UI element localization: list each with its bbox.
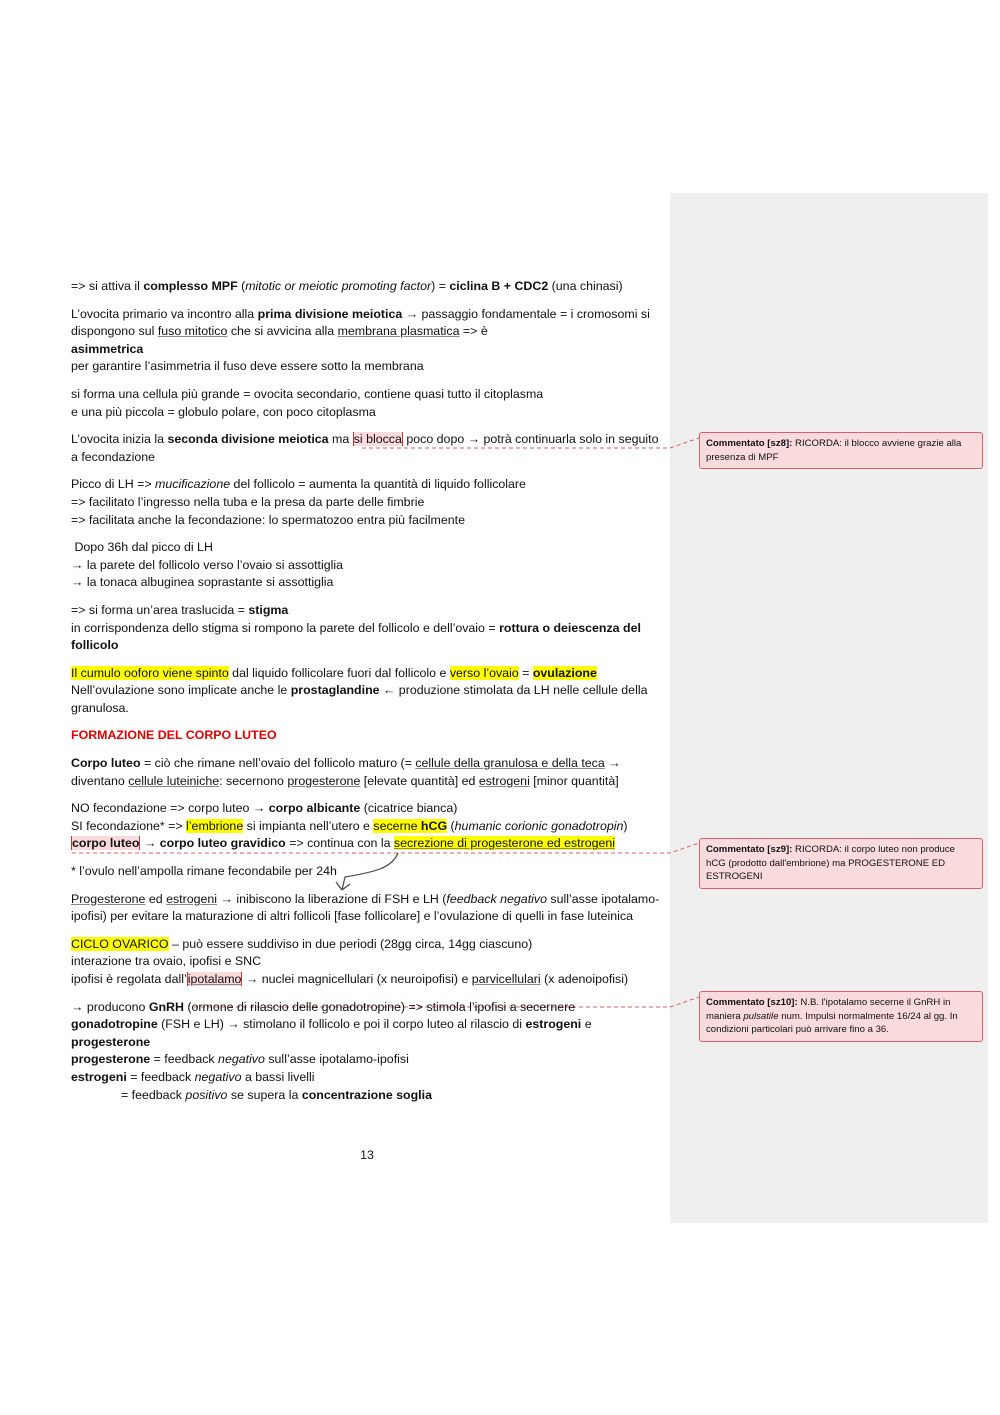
term-rottura: rottura o deiescenza del follicolo (71, 620, 641, 653)
text: = ciò che rimane nell’ovaio del follicolo maturo (= (140, 756, 416, 771)
text: : secernono (219, 773, 288, 788)
text: (ormone di rilascio delle gonadotropine) => stimola l’ipofisi a secernere (183, 999, 576, 1014)
text: => si forma un’area traslucida = (71, 602, 249, 617)
comment-text: RICORDA: il blocco avviene grazie alla presenza di MPF (706, 438, 962, 463)
term-progesterone: progesterone (71, 1052, 151, 1067)
text: dal liquido follicolare fuori dal follicolo e (228, 665, 450, 680)
text-italic: mitotic or meiotic promoting factor (245, 279, 432, 293)
term-hcg: hCG (420, 818, 448, 833)
term-ovulazione: ovulazione (532, 665, 597, 680)
text: [elevate quantità] ed (360, 773, 479, 788)
text-underlined: parvicellulari (471, 972, 541, 986)
text: interazione tra ovaio, ipofisi e SNC (71, 954, 262, 969)
text: in corrispondenza dello stigma si rompono la parete del follicolo e dell’ovaio = (71, 620, 500, 635)
term-corpo-albicante: corpo albicante (268, 801, 361, 816)
term-seconda-divisione: seconda divisione meiotica (167, 432, 329, 447)
text-underlined: fuso mitotico (157, 324, 228, 339)
comment-sz10[interactable] (699, 991, 983, 1042)
text-underlined: membrana plasmatica (337, 324, 460, 339)
indented-line (71, 1088, 432, 1102)
text: Picco di LH => (71, 477, 156, 492)
comment-margin-pane (670, 193, 988, 1223)
comment-label: Commentato [sz8]: (706, 438, 793, 449)
paragraph-feedback (71, 891, 661, 926)
paragraph-picco-lh (71, 476, 661, 529)
comment-anchor-sz9[interactable]: corpo luteo (72, 836, 140, 851)
text-italic: positivo (185, 1087, 228, 1102)
comment-anchor-sz8[interactable]: si blocca (353, 432, 402, 447)
text: => facilitata anche la fecondazione: lo spermatozoo entra più facilmente (71, 512, 465, 527)
text: ( (447, 818, 455, 833)
term-ciclina: ciclina B + CDC2 (449, 279, 549, 293)
term-corpo-luteo-gravidico: corpo luteo gravidico (159, 836, 286, 851)
text-highlighted: secrezione di progesterone ed estrogeni (393, 836, 616, 851)
text: se supera la (227, 1087, 302, 1102)
text-highlighted: Il cumulo ooforo viene spinto (71, 665, 229, 680)
page-number: 13 (360, 1148, 374, 1162)
text: [minor quantità] (529, 773, 619, 788)
comment-text: num. Impulsi normalmente 16/24 al gg. In condizioni particolari può arrivare fino a 36. (706, 1010, 958, 1035)
text-highlighted: secerne (373, 818, 421, 833)
paragraph-corpo-luteo (71, 755, 661, 790)
text: => è (459, 324, 488, 339)
term-complesso-mpf: complesso MPF (143, 279, 238, 293)
text: SI fecondazione* => (71, 818, 187, 833)
term-estrogeni: estrogeni (71, 1069, 127, 1084)
comment-text: N.B. l'ipotalamo secerne il GnRH in maniera (706, 997, 951, 1022)
text: → la tonaca albuginea soprastante si assottiglia (71, 575, 334, 590)
text-highlighted: CICLO OVARICO (71, 936, 169, 951)
text: → nuclei magnicellulari (x neuroipofisi) e (242, 972, 472, 986)
text: che si avvicina alla (227, 324, 338, 339)
text-underlined: estrogeni (478, 773, 530, 788)
text: (x adenoipofisi) (540, 972, 629, 986)
term-prostaglandine: prostaglandine (290, 683, 380, 698)
paragraph-seconda-divisione (71, 431, 661, 466)
term-corpo-luteo: Corpo luteo (71, 756, 141, 771)
text: Nell’ovulazione sono implicate anche le (71, 683, 291, 698)
text-italic: negativo (218, 1052, 265, 1067)
text: – può essere suddiviso in due periodi (28gg circa, 14gg ciascuno) (168, 936, 533, 951)
paragraph-ovulazione (71, 665, 661, 718)
document-body (71, 278, 661, 1114)
comment-sz9[interactable] (699, 838, 983, 889)
term-prima-divisione: prima divisione meiotica (257, 306, 403, 321)
paragraph-stigma (71, 602, 661, 655)
text: L’ovocita primario va incontro alla (71, 306, 258, 321)
text: (una chinasi) (548, 279, 623, 293)
text: = feedback (150, 1052, 219, 1067)
term-stigma: stigma (248, 602, 289, 617)
paragraph-gnrh (71, 999, 661, 1105)
text: ed (145, 891, 167, 906)
paragraph-prima-divisione (71, 306, 661, 376)
comment-label: Commentato [sz10]: (706, 997, 798, 1008)
text: ( (237, 279, 246, 293)
text: a bassi livelli (241, 1069, 315, 1084)
section-heading: FORMAZIONE DEL CORPO LUTEO (71, 728, 277, 743)
comment-sz8[interactable] (699, 432, 983, 469)
term-progesterone: progesterone (71, 1034, 151, 1049)
text-underlined: Progesterone (71, 891, 146, 906)
paragraph-mpf (71, 278, 661, 296)
text: → producono (71, 999, 149, 1014)
text: (FSH e LH) → stimolano il follicolo e poi il corpo luteo al rilascio di (157, 1017, 526, 1032)
text: e (581, 1017, 592, 1032)
text: L’ovocita inizia la (71, 432, 168, 447)
paragraph-dopo-36h (71, 539, 661, 592)
comment-anchor-sz10[interactable]: ipotalamo (187, 972, 242, 986)
text-italic: negativo (194, 1069, 242, 1084)
text-italic: feedback negativo (446, 891, 547, 906)
text: poco dopo → potrà continuarla solo in seguito a fecondazione (71, 432, 659, 464)
text: => continua con la (285, 836, 394, 851)
text-highlighted: verso l’ovaio (449, 665, 519, 680)
term-estrogeni: estrogeni (525, 1017, 582, 1032)
text: e una più piccola = globulo polare, con poco citoplasma (71, 404, 376, 419)
text-highlighted: l’embrione (186, 818, 244, 833)
text: si impianta nell’utero e (243, 818, 374, 833)
text-italic: mucificazione (155, 477, 231, 492)
text: → la parete del follicolo verso l’ovaio si assottiglia (71, 557, 344, 572)
text: sull’asse ipotalamo-ipofisi) per evitare la maturazione di altri follicoli [fase follicolare] e l’ovulazione di quelli in fase luteinica (71, 891, 660, 924)
text-italic: humanic corionic gonadotropin (454, 818, 624, 833)
text: si forma una cellula più grande = ovocita secondario, contiene quasi tutto il citoplasma (71, 386, 544, 401)
text: => facilitato l’ingresso nella tuba e la presa da parte delle fimbrie (71, 494, 425, 509)
text-underlined: cellule della granulosa e della teca (415, 756, 605, 771)
text-underlined: cellule luteiniche (128, 773, 220, 788)
text: = (518, 665, 533, 680)
text-underlined: estrogeni (166, 891, 218, 906)
term-asimmetrica: asimmetrica (71, 341, 144, 356)
comment-label: Commentato [sz9]: (706, 844, 793, 855)
text: → inibiscono la liberazione di FSH e LH ( (217, 891, 447, 906)
comment-text: RICORDA: il corpo luteo non produce hCG (prodotto dall'embrione) ma PROGESTERONE ED ESTROGENI (706, 844, 955, 882)
text: → (140, 836, 160, 851)
term-concentrazione-soglia: concentrazione soglia (301, 1087, 432, 1102)
text: = feedback (121, 1087, 186, 1102)
text: ipofisi è regolata dall’ (71, 972, 187, 986)
text: ) = (431, 279, 450, 293)
paragraph-ovocita-secondario (71, 386, 661, 421)
text: → diventano (71, 756, 621, 788)
text: sull’asse ipotalamo-ipofisi (264, 1052, 409, 1067)
paragraph-footnote-24h: * l’ovulo nell’ampolla rimane fecondabile per 24h (71, 864, 337, 879)
comment-text-italic: pulsatile (743, 1010, 779, 1022)
text: per garantire l’asimmetria il fuso deve essere sotto la membrana (71, 359, 424, 374)
text: del follicolo = aumenta la quantità di liquido follicolare (230, 477, 526, 492)
text: → passaggio fondamentale = i cromosomi si dispongono sul (71, 306, 650, 339)
paragraph-ciclo-ovarico (71, 936, 661, 989)
term-gonadotropine: gonadotropine (71, 1017, 158, 1032)
text: (cicatrice bianca) (360, 801, 458, 816)
text: => si attiva il (71, 279, 144, 293)
term-gnrh: GnRH (148, 999, 184, 1014)
text: ) (623, 818, 628, 833)
text: ← produzione stimolata da LH nelle cellule della granulosa. (71, 683, 648, 715)
text: Dopo 36h dal picco di LH (71, 540, 213, 555)
text-underlined: progesterone (287, 773, 361, 788)
paragraph-fecondazione (71, 800, 661, 853)
text: = feedback (126, 1069, 195, 1084)
text: ma (328, 432, 353, 447)
text: NO fecondazione => corpo luteo → (71, 801, 269, 816)
